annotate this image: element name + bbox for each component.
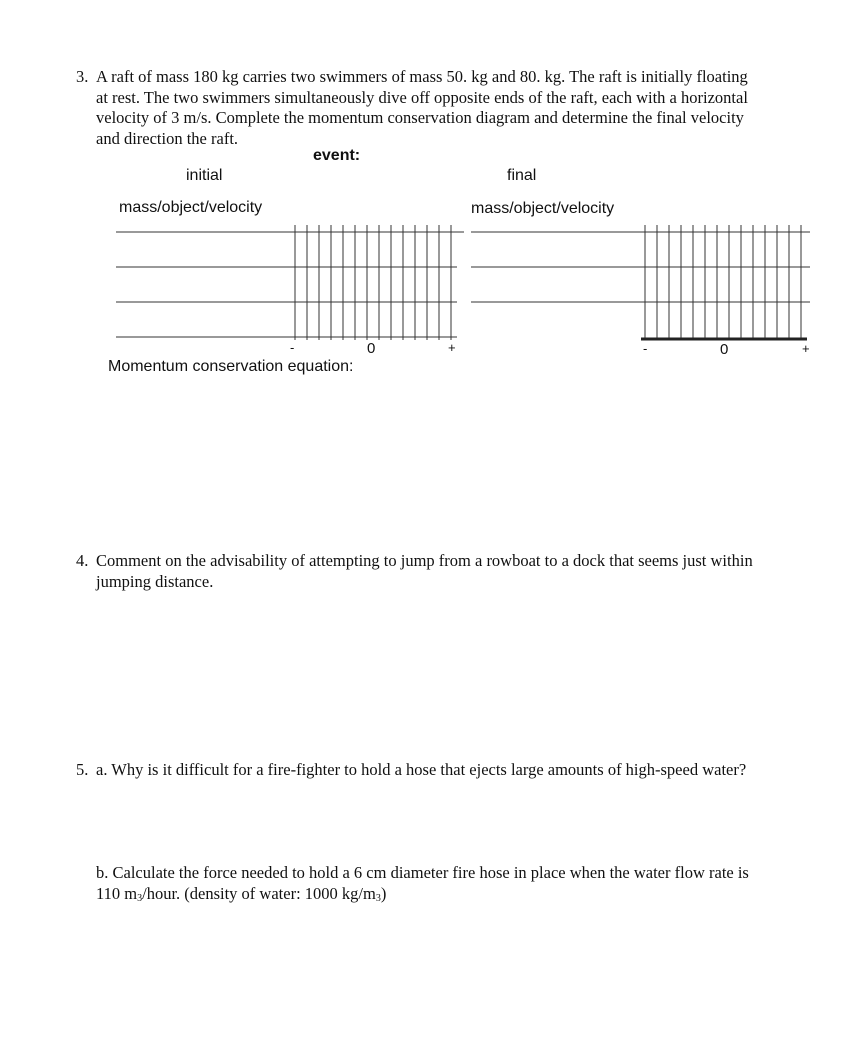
question-4-line-1: Comment on the advisability of attempting to jump from a rowboat to a dock that seems just within bbox=[96, 551, 753, 570]
question-5b-line-2-start: 110 m bbox=[96, 883, 138, 903]
question-5b-line-1: b. Calculate the force needed to hold a 6 cm diameter fire hose in place when the water flow rate is bbox=[96, 863, 749, 882]
question-5b-line-2-end: ) bbox=[380, 883, 387, 903]
question-5a-text: a. Why is it difficult for a fire-fighter to hold a hose that ejects large amounts of high-speed water? bbox=[96, 760, 747, 779]
initial-axis-zero: 0 bbox=[367, 340, 376, 357]
event-label: event: bbox=[313, 147, 361, 164]
question-5-number: 5. bbox=[76, 760, 89, 779]
question-3-number: 3. bbox=[76, 67, 89, 86]
final-axis-minus: - bbox=[643, 341, 648, 356]
question-4-line-2: jumping distance. bbox=[96, 571, 214, 591]
question-3-line-1: A raft of mass 180 kg carries two swimmers of mass 50. kg and 80. kg. The raft is initially floating bbox=[96, 67, 748, 86]
question-5b-text bbox=[96, 863, 836, 909]
question-5b-line-2-middle: /hour. (density of water: 1000 kg/m bbox=[142, 883, 376, 903]
initial-axis-plus: + bbox=[448, 340, 456, 355]
final-axis-zero: 0 bbox=[720, 341, 729, 358]
initial-label: initial bbox=[186, 167, 223, 184]
question-3-line-3: velocity of 3 m/s. Complete the momentum conservation diagram and determine the final velocity bbox=[96, 108, 744, 127]
cubic-exponent-2: 3 bbox=[375, 892, 381, 904]
final-column-header: mass/object/velocity bbox=[471, 200, 615, 217]
question-3-line-2: at rest. The two swimmers simultaneously dive off opposite ends of the raft, each with a horizontal bbox=[96, 87, 748, 107]
momentum-equation-label: Momentum conservation equation: bbox=[108, 358, 354, 375]
final-axis-plus: + bbox=[802, 341, 810, 356]
initial-momentum-grid bbox=[112, 215, 467, 347]
question-4-text bbox=[96, 551, 836, 592]
cubic-exponent-1: 3 bbox=[137, 892, 143, 904]
question-4-number: 4. bbox=[76, 551, 89, 570]
final-label: final bbox=[507, 167, 537, 184]
initial-axis-minus: - bbox=[290, 340, 295, 355]
question-3-line-4: and direction the raft. bbox=[96, 128, 239, 148]
initial-column-header: mass/object/velocity bbox=[119, 199, 263, 216]
question-3-text bbox=[96, 67, 836, 149]
final-momentum-grid bbox=[465, 215, 815, 347]
question-5b-line-2 bbox=[96, 884, 836, 910]
